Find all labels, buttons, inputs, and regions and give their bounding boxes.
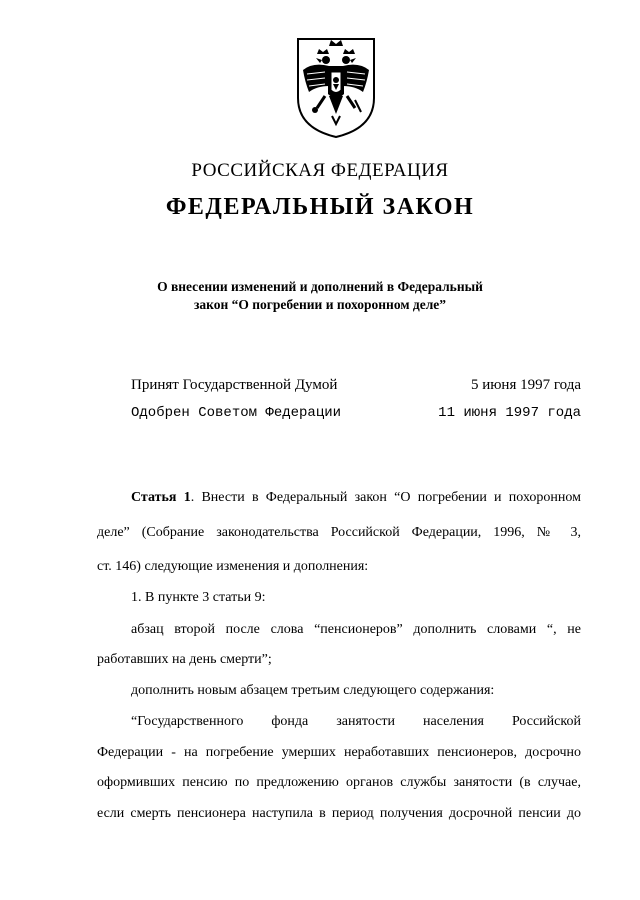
- coat-of-arms-emblem: [295, 36, 377, 140]
- article-1-line-3: ст. 146) следующие изменения и дополнения:: [97, 559, 369, 574]
- law-title-line-1: О внесении изменений и дополнений в Федеральный: [157, 279, 483, 294]
- quote-line-4: если смерть пенсионера наступила в период получения досрочной пенсии до: [97, 806, 581, 821]
- quote-word: населения: [423, 714, 484, 729]
- quote-line-2: Федерации - на погребение умерших неработавших пенсионеров, досрочно: [97, 745, 581, 760]
- paragraph-a-line-1: абзац второй после слова “пенсионеров” дополнить словами “, не: [131, 622, 581, 637]
- quote-line-1: [131, 714, 581, 730]
- country-heading: РОССИЙСКАЯ ФЕДЕРАЦИЯ: [191, 160, 449, 181]
- article-1-line-1: [131, 490, 581, 506]
- quote-line-3: оформивших пенсию по предложению органов службы занятости (в случае,: [97, 775, 581, 790]
- quote-word: фонда: [271, 714, 309, 729]
- duma-adoption-date: 5 июня 1997 года: [470, 377, 581, 393]
- law-title: [0, 278, 640, 314]
- quote-word: Российской: [511, 714, 581, 729]
- law-title-line-2: закон “О погребении и похоронном деле”: [193, 297, 447, 312]
- council-approval-date: 11 июня 1997 года: [438, 405, 581, 421]
- document-type-heading: ФЕДЕРАЛЬНЫЙ ЗАКОН: [165, 194, 475, 220]
- quote-word: занятости: [336, 714, 396, 729]
- paragraph-b: дополнить новым абзацем третьим следующего содержания:: [131, 683, 495, 698]
- article-1-line-2: деле” (Собрание законодательства Российской Федерации, 1996, № 3,: [97, 525, 581, 540]
- quote-word: “Государственного: [131, 714, 244, 729]
- paragraph-a-line-2: работавших на день смерти”;: [97, 652, 272, 667]
- duma-adoption-label: Принят Государственной Думой: [131, 377, 338, 393]
- article-1-line-1-text: . Внести в Федеральный закон “О погребении и похоронном: [190, 490, 581, 505]
- council-approval-label: Одобрен Советом Федерации: [131, 405, 342, 421]
- item-1: 1. В пункте 3 статьи 9:: [131, 590, 266, 605]
- article-1-heading: Статья 1: [131, 490, 191, 505]
